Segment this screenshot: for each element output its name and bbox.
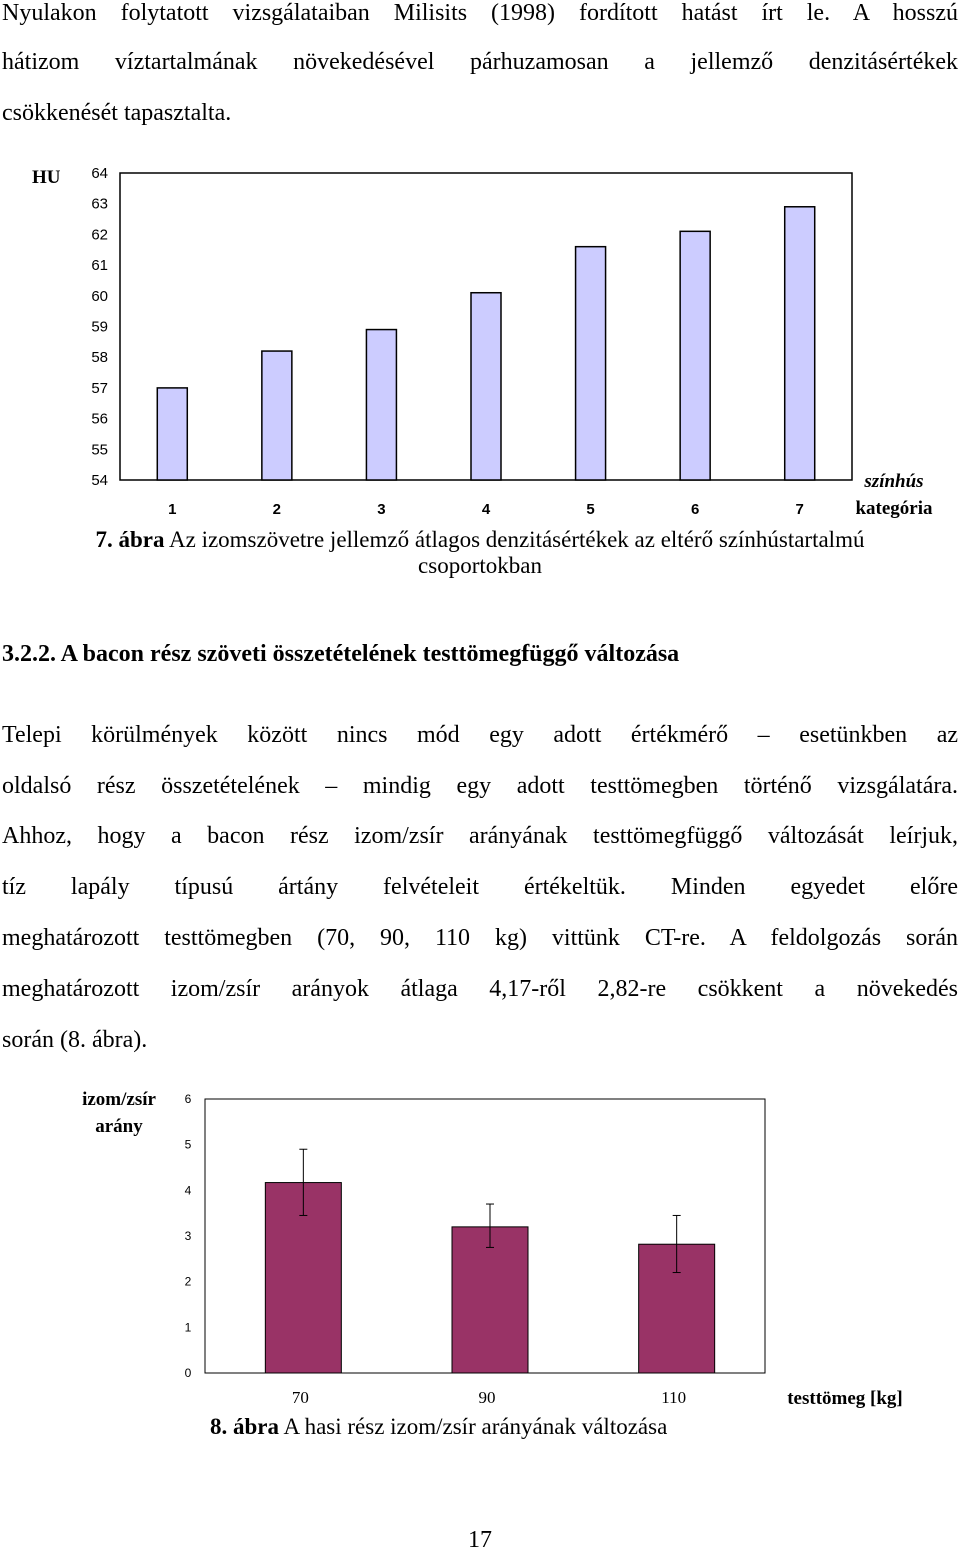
y-tick-label: 63 — [91, 195, 108, 213]
x-tick-label: 4 — [481, 501, 491, 518]
figure-8-caption — [210, 1414, 667, 1440]
section-line: meghatározott izom/zsír arányok átlaga 4,17-ről 2,82-re csökkent a növekedés — [2, 976, 958, 1002]
y-axis-title: arány — [95, 1116, 143, 1137]
y-tick-label: 2 — [184, 1274, 192, 1289]
y-tick-label: 62 — [91, 226, 108, 244]
x-tick-label: 3 — [377, 501, 386, 518]
figure-7-caption-label: 7. ábra — [95, 527, 165, 552]
figure-7-caption-text: Az izomszövetre jellemző átlagos denzitásértékek az eltérő színhústartalmú — [164, 527, 865, 552]
bar — [262, 351, 292, 480]
y-tick-label: 60 — [91, 287, 108, 305]
y-tick-label: 59 — [91, 318, 108, 336]
bar — [366, 330, 396, 480]
section-line: során (8. ábra). — [2, 1027, 148, 1053]
bar — [471, 293, 501, 480]
section-line: Telepi körülmények között nincs mód egy adott értékmérő – esetünkben az — [2, 722, 958, 748]
intro-line: csökkenését tapasztalta. — [2, 100, 232, 126]
y-tick-label: 64 — [91, 165, 108, 182]
section-line: Ahhoz, hogy a bacon rész izom/zsír arányának testtömegfüggő változását leírjuk, — [2, 823, 958, 849]
section-line: oldalsó rész összetételének – mindig egy adott testtömegben történő vizsgálatára. — [2, 773, 958, 799]
y-tick-label: 56 — [91, 410, 108, 428]
y-tick-label: 58 — [91, 349, 108, 367]
bar — [576, 247, 606, 480]
intro-line: hátizom víztartalmának növekedésével párhuzamosan a jellemző denzitásértékek — [2, 49, 958, 75]
x-tick-label: 5 — [586, 501, 595, 518]
figure-7-chart — [0, 150, 960, 530]
x-axis-title: kategória — [855, 498, 933, 519]
y-tick-label: 54 — [91, 472, 108, 489]
figure-8-caption-label: 8. ábra — [210, 1414, 279, 1439]
y-tick-label: 57 — [91, 379, 108, 397]
y-tick-label: 4 — [184, 1183, 192, 1198]
x-axis-title: testtömeg [kg] — [787, 1388, 903, 1409]
section-line: meghatározott testtömegben (70, 90, 110 kg) vittünk CT-re. A feldolgozás során — [2, 925, 958, 951]
bar — [680, 231, 710, 480]
x-tick-label: 110 — [661, 1388, 687, 1407]
bar — [157, 388, 187, 480]
intro-line: Nyulakon folytatott vizsgálataiban Milisits (1998) fordított hatást írt le. A hosszú — [2, 0, 958, 26]
y-tick-label: 0 — [184, 1366, 192, 1380]
y-tick-label: 1 — [184, 1320, 192, 1335]
x-axis-title: színhús — [864, 471, 924, 492]
y-tick-label: 5 — [184, 1137, 192, 1152]
section-line: tíz lapály típusú ártány felvételeit értékeltük. Minden egyedet előre — [2, 874, 958, 900]
y-tick-label: 55 — [91, 441, 108, 459]
figure-7-caption-text-line2: csoportokban — [418, 553, 542, 578]
x-tick-label: 70 — [291, 1388, 309, 1407]
x-tick-label: 7 — [795, 501, 804, 518]
y-axis-title: HU — [32, 167, 61, 188]
y-tick-label: 6 — [184, 1092, 192, 1106]
section-heading: 3.2.2. A bacon rész szöveti összetételének testtömegfüggő változása — [2, 641, 680, 667]
bar — [785, 207, 815, 480]
bar — [452, 1227, 528, 1373]
figure-7-caption — [0, 527, 960, 579]
y-tick-label: 3 — [184, 1229, 192, 1243]
page-number: 17 — [468, 1527, 492, 1553]
x-tick-label: 1 — [168, 501, 177, 518]
x-tick-label: 2 — [272, 501, 282, 518]
x-tick-label: 6 — [690, 501, 700, 518]
y-axis-title: izom/zsír — [82, 1089, 156, 1110]
figure-8-chart — [0, 1080, 960, 1415]
y-tick-label: 61 — [91, 257, 108, 275]
x-tick-label: 90 — [478, 1388, 496, 1407]
figure-8-caption-text: A hasi rész izom/zsír arányának változása — [279, 1414, 668, 1439]
